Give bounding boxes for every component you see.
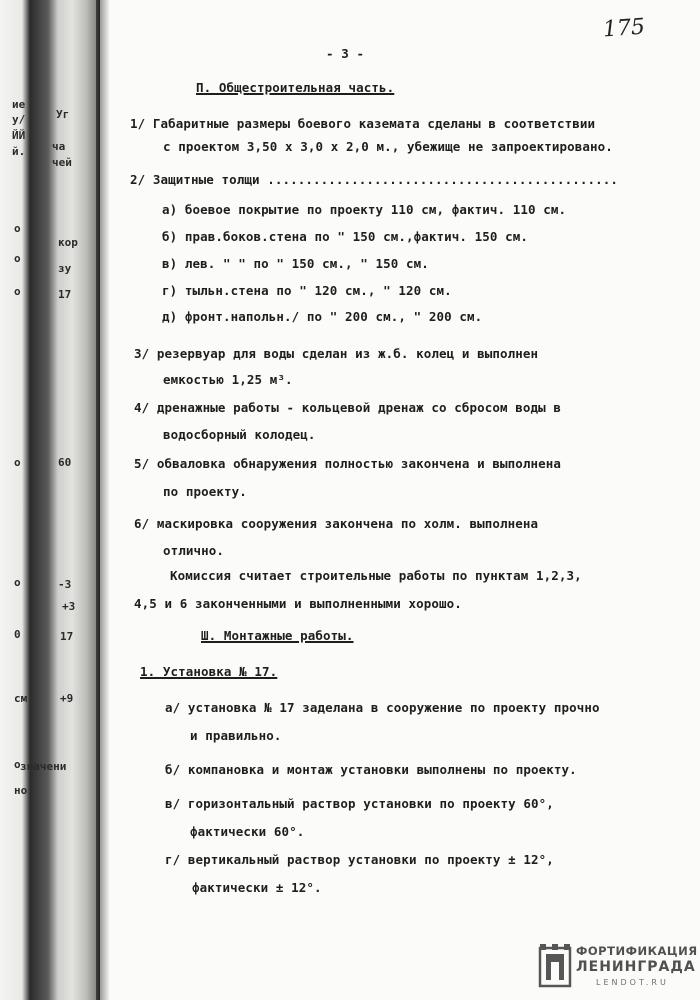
margin-fragment: чей bbox=[52, 156, 72, 169]
margin-fragment: о bbox=[14, 758, 21, 771]
margin-fragment: й. bbox=[12, 145, 26, 158]
text-line: 3/ резервуар для воды сделан из ж.б. колец и выполнен bbox=[134, 346, 539, 361]
handwritten-page-number: 175 bbox=[602, 14, 646, 43]
spine-shadow bbox=[96, 0, 110, 1000]
text-line: г/ вертикальный раствор установки по проекту ± 12°, bbox=[165, 852, 554, 867]
text-line: 4,5 и 6 законченными и выполненными хорошо. bbox=[134, 596, 462, 611]
margin-fragment: значени bbox=[20, 760, 67, 773]
watermark-logo bbox=[538, 940, 698, 992]
margin-fragment: о bbox=[14, 285, 21, 298]
text-line: фактически 60°. bbox=[190, 824, 305, 839]
text-line: 5/ обваловка обнаружения полностью закончена и выполнена bbox=[134, 456, 562, 471]
watermark-line2: ЛЕНИНГРАДА bbox=[576, 959, 696, 975]
text-line: д) фронт.напольн./ по " 200 см., " 200 см. bbox=[162, 309, 483, 324]
item-title: 1. Установка № 17. bbox=[140, 664, 278, 679]
margin-fragment: о bbox=[14, 576, 21, 589]
text-line: б/ компановка и монтаж установки выполнены по проекту. bbox=[165, 762, 577, 777]
margin-fragment: о bbox=[14, 456, 21, 469]
margin-fragment: о bbox=[14, 222, 21, 235]
margin-fragment: ЙЙ bbox=[12, 129, 26, 142]
text-line: и правильно. bbox=[190, 728, 282, 743]
text-line: по проекту. bbox=[163, 484, 247, 499]
margin-fragment: +3 bbox=[62, 600, 76, 613]
text-line: а) боевое покрытие по проекту 110 см, фактич. 110 см. bbox=[162, 202, 567, 217]
text-line: водосборный колодец. bbox=[163, 427, 316, 442]
margin-fragment: +9 bbox=[60, 692, 74, 705]
text-line: фактически ± 12°. bbox=[192, 880, 322, 895]
text-line: 6/ маскировка сооружения закончена по холм. выполнена bbox=[134, 516, 539, 531]
margin-fragment: 17 bbox=[58, 288, 72, 301]
text-line: б) прав.боков.стена по " 150 см.,фактич. 150 см. bbox=[162, 229, 529, 244]
section-title: П. Общестроительная часть. bbox=[196, 80, 395, 95]
text-line: а/ установка № 17 заделана в сооружение по проекту прочно bbox=[165, 700, 600, 715]
text-line: в/ горизонтальный раствор установки по проекту 60°, bbox=[165, 796, 554, 811]
margin-fragment: зу bbox=[58, 262, 72, 275]
page-marker: - 3 - bbox=[326, 46, 365, 61]
margin-fragment: кор bbox=[58, 236, 78, 249]
watermark-site: LENDOT.RU bbox=[596, 978, 669, 987]
text-line: отлично. bbox=[163, 543, 225, 558]
text-line: 1/ Габаритные размеры боевого каземата сделаны в соответствии bbox=[130, 116, 596, 131]
margin-fragment: 60 bbox=[58, 456, 72, 469]
text-line: г) тыльн.стена по " 120 см., " 120 см. bbox=[162, 283, 452, 298]
margin-fragment: 17 bbox=[60, 630, 74, 643]
margin-fragment: у/ bbox=[12, 113, 26, 126]
fortress-icon bbox=[538, 942, 572, 988]
text-line: в) лев. " " по " 150 см., " 150 см. bbox=[162, 256, 429, 271]
margin-fragment: ча bbox=[52, 140, 66, 153]
text-line: 2/ Защитные толщи .............................................. bbox=[130, 172, 619, 187]
margin-fragment: ие bbox=[12, 98, 26, 111]
text-line: емкостью 1,25 м³. bbox=[163, 372, 293, 387]
margin-fragment: 0 bbox=[14, 628, 21, 641]
margin-fragment: но. bbox=[14, 784, 34, 797]
margin-fragment: Уг bbox=[56, 108, 70, 121]
text-line: 4/ дренажные работы - кольцевой дренаж со сбросом воды в bbox=[134, 400, 562, 415]
margin-fragment: о bbox=[14, 252, 21, 265]
margin-fragment: -3 bbox=[58, 578, 72, 591]
margin-fragment: см. bbox=[14, 692, 34, 705]
text-line: с проектом 3,50 х 3,0 х 2,0 м., убежище не запроектировано. bbox=[163, 139, 613, 154]
text-line: Комиссия считает строительные работы по пунктам 1,2,3, bbox=[170, 568, 582, 583]
watermark-line1: ФОРТИФИКАЦИЯ bbox=[576, 944, 698, 958]
section-title: Ш. Монтажные работы. bbox=[201, 628, 354, 643]
